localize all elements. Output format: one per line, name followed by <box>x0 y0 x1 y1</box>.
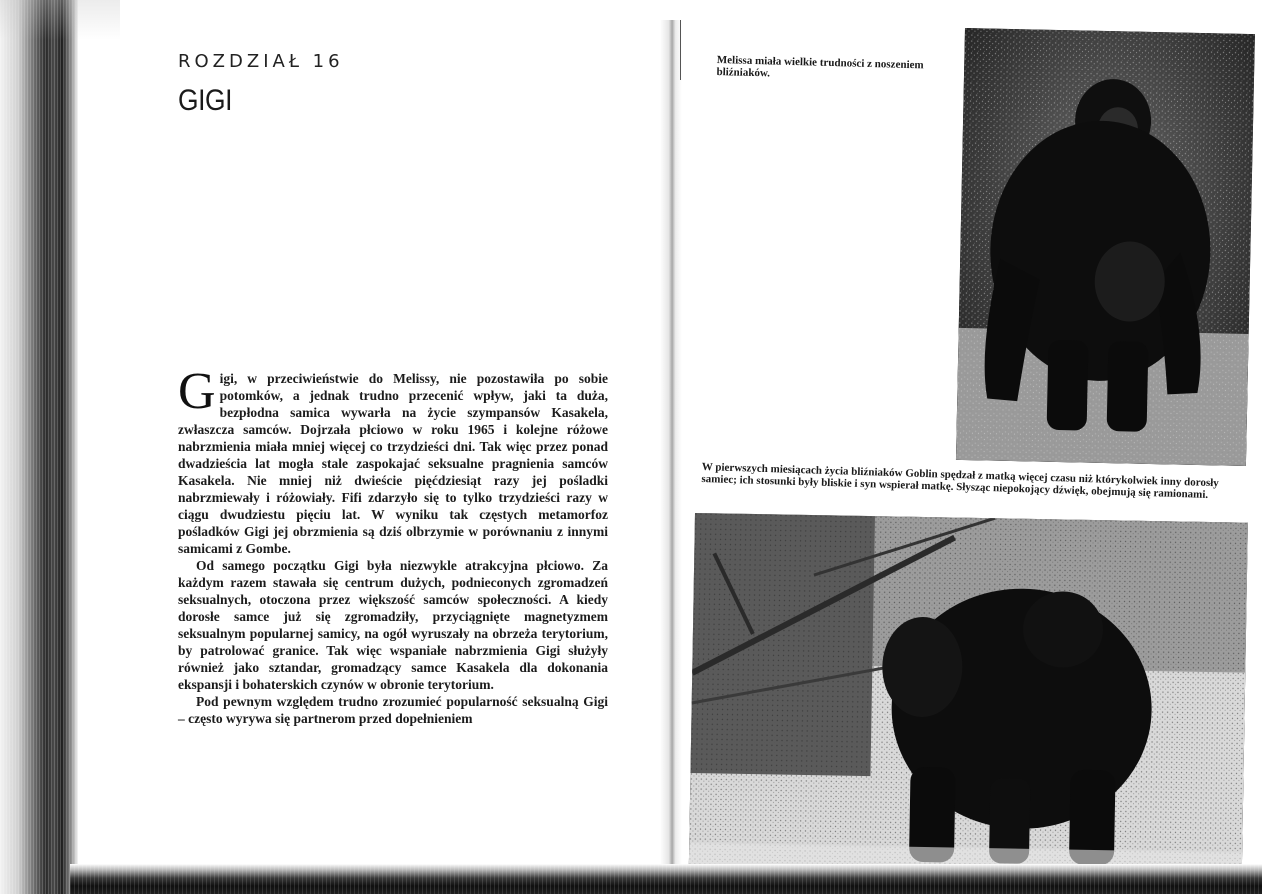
chimpanzee-photo-melissa <box>956 28 1255 466</box>
scan-bottom-edge <box>70 864 1262 894</box>
scan-top-shadow <box>0 0 120 40</box>
photo-caption-top: Melissa miała wielkie trudności z noszeniem bliźniaków. <box>716 54 924 80</box>
photo-caption-bottom: W pierwszych miesiącach życia bliźniaków Goblin spędzał z matką więcej czasu niż którykolwiek inny dorosły samiec; ich stosunki były bliskie i syn wspierał matkę. Słysząc niepokojący dźwięk, obejmują się ramionami. <box>701 461 1219 501</box>
scan-left-edge <box>0 0 78 894</box>
paragraph-3: Pod pewnym względem trudno zrozumieć popularność seksualną Gigi – często wyrywa się partnerom przed dopełnieniem <box>178 694 608 726</box>
chimpanzee-photo-goblin <box>689 513 1248 879</box>
gutter-mark <box>680 20 681 80</box>
paragraph-1-text: igi, w przeciwieństwie do Melissy, nie pozostawiła po sobie potomków, a jednak trudno przecenić wpływ, jaki ta duża, bezpłodna samica wywarła na życie szympansów Kasakela, zwłaszcza samców. Dojrzała płciowo w roku 1965 i kolejne różowe nabrzmienia miała mniej więcej co trzydzieści dni. Tak więc przez ponad dwadzieścia lat mogła stale zaspokajać seksualne pragnienia samców Kasakela. Nie mniej niż dwieście pięćdziesiąt razy jej pośladki nabrzmiewały i różowiały. Fifi zdarzyło się to tylko trzydzieści razy w ciągu dwudziestu pięciu lat. W wyniku tak częstych metamorfoz pośladków Gigi jej obrzmienia są dziś olbrzymie w porównaniu z innymi samicami z Gombe. <box>178 371 608 556</box>
book-gutter <box>660 20 682 880</box>
drop-cap: G <box>178 363 216 420</box>
chapter-label: ROZDZIAŁ 16 <box>178 51 344 72</box>
chapter-body <box>178 363 608 727</box>
chapter-title: GIGI <box>178 84 232 117</box>
paragraph-2: Od samego początku Gigi była niezwykle atrakcyjna płciowo. Za każdym razem stawała się centrum dużych, podnieconych zgromadzeń seksualnych, otoczona przez większość samców społeczności. A kiedy dorosłe samce już się zgromadziły, przyciągnięte magnetyzmem seksualnym popularnej samicy, na ogół wyruszały na obrzeża terytorium, by patrolować granice. Tak więc wspaniałe nabrzmienia Gigi służyły również jako sztandar, gromadzący samce Kasakela dla dokonania ekspansji i bohaterskich czynów w obronie terytorium. <box>178 558 608 692</box>
paragraph-1 <box>178 363 608 557</box>
